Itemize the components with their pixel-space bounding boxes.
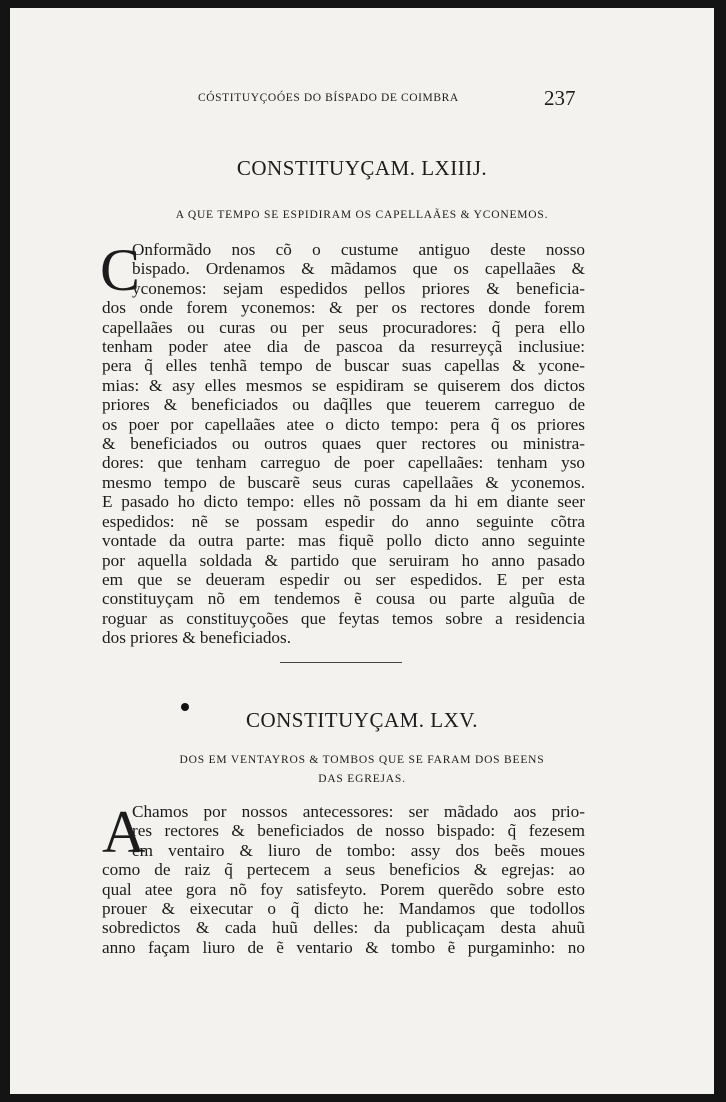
text-line: sobredictos & cada huũ delles: da publicaçam desta ahuũ bbox=[102, 918, 585, 938]
text-line: os poer por capellaães atee o dicto tempo: pera q̃ os priores bbox=[102, 414, 585, 434]
drop-cap-a: A bbox=[102, 799, 146, 865]
text-line: capellaães ou curas ou per seus procuradores: q̃ pera ello bbox=[102, 317, 585, 337]
text-line: em que se deueram espedir ou ser espedidos. E per esta bbox=[102, 569, 585, 589]
text-line: Onformãdo nos cõ o custume antiguo deste nosso bbox=[132, 240, 585, 259]
book-page bbox=[10, 8, 714, 1094]
text-line: bispado. Ordenamos & mãdamos que os capellaães & bbox=[132, 259, 585, 279]
text-line: constituyçam nõ em tendemos ẽ cousa ou parte alguũa de bbox=[102, 589, 585, 609]
text-line: res rectores & beneficiados de nosso bispado: q̃ fezesem bbox=[132, 821, 585, 841]
text-line: & beneficiados ou outros quaes quer rectores ou ministra- bbox=[102, 434, 585, 454]
text-line: dos onde forem yconemos: & per os rectores donde forem bbox=[102, 298, 585, 318]
running-header bbox=[10, 86, 714, 114]
drop-cap-c: C bbox=[100, 237, 141, 303]
section-body-lxv bbox=[102, 799, 585, 957]
text-line: dores: que tenham carreguo de poer capellaães: tenham yso bbox=[102, 453, 585, 473]
page-number: 237 bbox=[544, 86, 576, 110]
text-line: mias: & asy elles mesmos se espidiram se quiserem dos dictos bbox=[102, 375, 585, 395]
text-line: tenham poder atee dia de pascoa da resurreyçã inclusiue: bbox=[102, 337, 585, 357]
text-line: Chamos por nossos antecessores: ser mãdado aos prio- bbox=[132, 802, 585, 821]
text-line: qual atee gora nõ foy satisfeyto. Porem querẽdo sobre esto bbox=[102, 879, 585, 899]
text-line: em ventairo & liuro de tombo: assy dos beẽs moues bbox=[132, 840, 585, 860]
text-line: como de raiz q̃ pertecem a seus beneficios & egrejas: ao bbox=[102, 860, 585, 880]
text-line: yconemos: sejam espedidos pellos priores & beneficia- bbox=[132, 278, 585, 298]
text-line: espedidos: nẽ se possam espedir do anno seguinte cõtra bbox=[102, 511, 585, 531]
text-line: dos priores & beneficiados. bbox=[102, 628, 292, 648]
subtitle-line: DOS EM VENTAYROS & TOMBOS QUE SE FARAM DOS BEENS bbox=[179, 754, 545, 766]
text-line: vontade da outra parte: mas fiquẽ pollo dicto anno seguinte bbox=[102, 531, 585, 551]
text-line: E pasado ho dicto tempo: elles nõ possam da hi em diante seer bbox=[102, 492, 585, 512]
section-title-lxiiij: CONSTITUYÇAM. LXIIIJ. bbox=[236, 156, 488, 180]
subtitle-line: DAS EGREJAS. bbox=[318, 773, 406, 785]
text-line: anno façam liuro de ẽ ventario & tombo ẽ purgaminho: no bbox=[102, 937, 585, 957]
text-line: mesmo tempo de buscarẽ seus curas capellaães & yconemos. bbox=[102, 472, 585, 492]
running-title: CÓSTITUYÇOÓES DO BÍSPADO DE COIMBRA bbox=[198, 92, 459, 104]
section-body-lxiiij bbox=[100, 237, 585, 648]
text-line: roguar as constituyçoões que feytas temos sobre a residencia bbox=[102, 608, 585, 628]
text-line: por aquella soldada & partido que seruiram ho anno pasado bbox=[102, 550, 585, 570]
section-subtitle-lxv bbox=[70, 751, 654, 789]
text-line: priores & beneficiados ou daq̃lles que teuerem carreguo de bbox=[102, 395, 585, 415]
section-title-lxv: CONSTITUYÇAM. LXV. bbox=[245, 708, 479, 732]
section-subtitle-lxiiij: A QUE TEMPO SE ESPIDIRAM OS CAPELLAÃES & YCONEMOS. bbox=[175, 209, 549, 221]
section-divider bbox=[280, 662, 402, 663]
text-line: prouer & eixecutar o q̃ dicto he: Mandamos que todollos bbox=[102, 899, 585, 919]
text-line: pera q̃ elles tenhã tempo de buscar suas capellas & ycone- bbox=[102, 356, 585, 376]
